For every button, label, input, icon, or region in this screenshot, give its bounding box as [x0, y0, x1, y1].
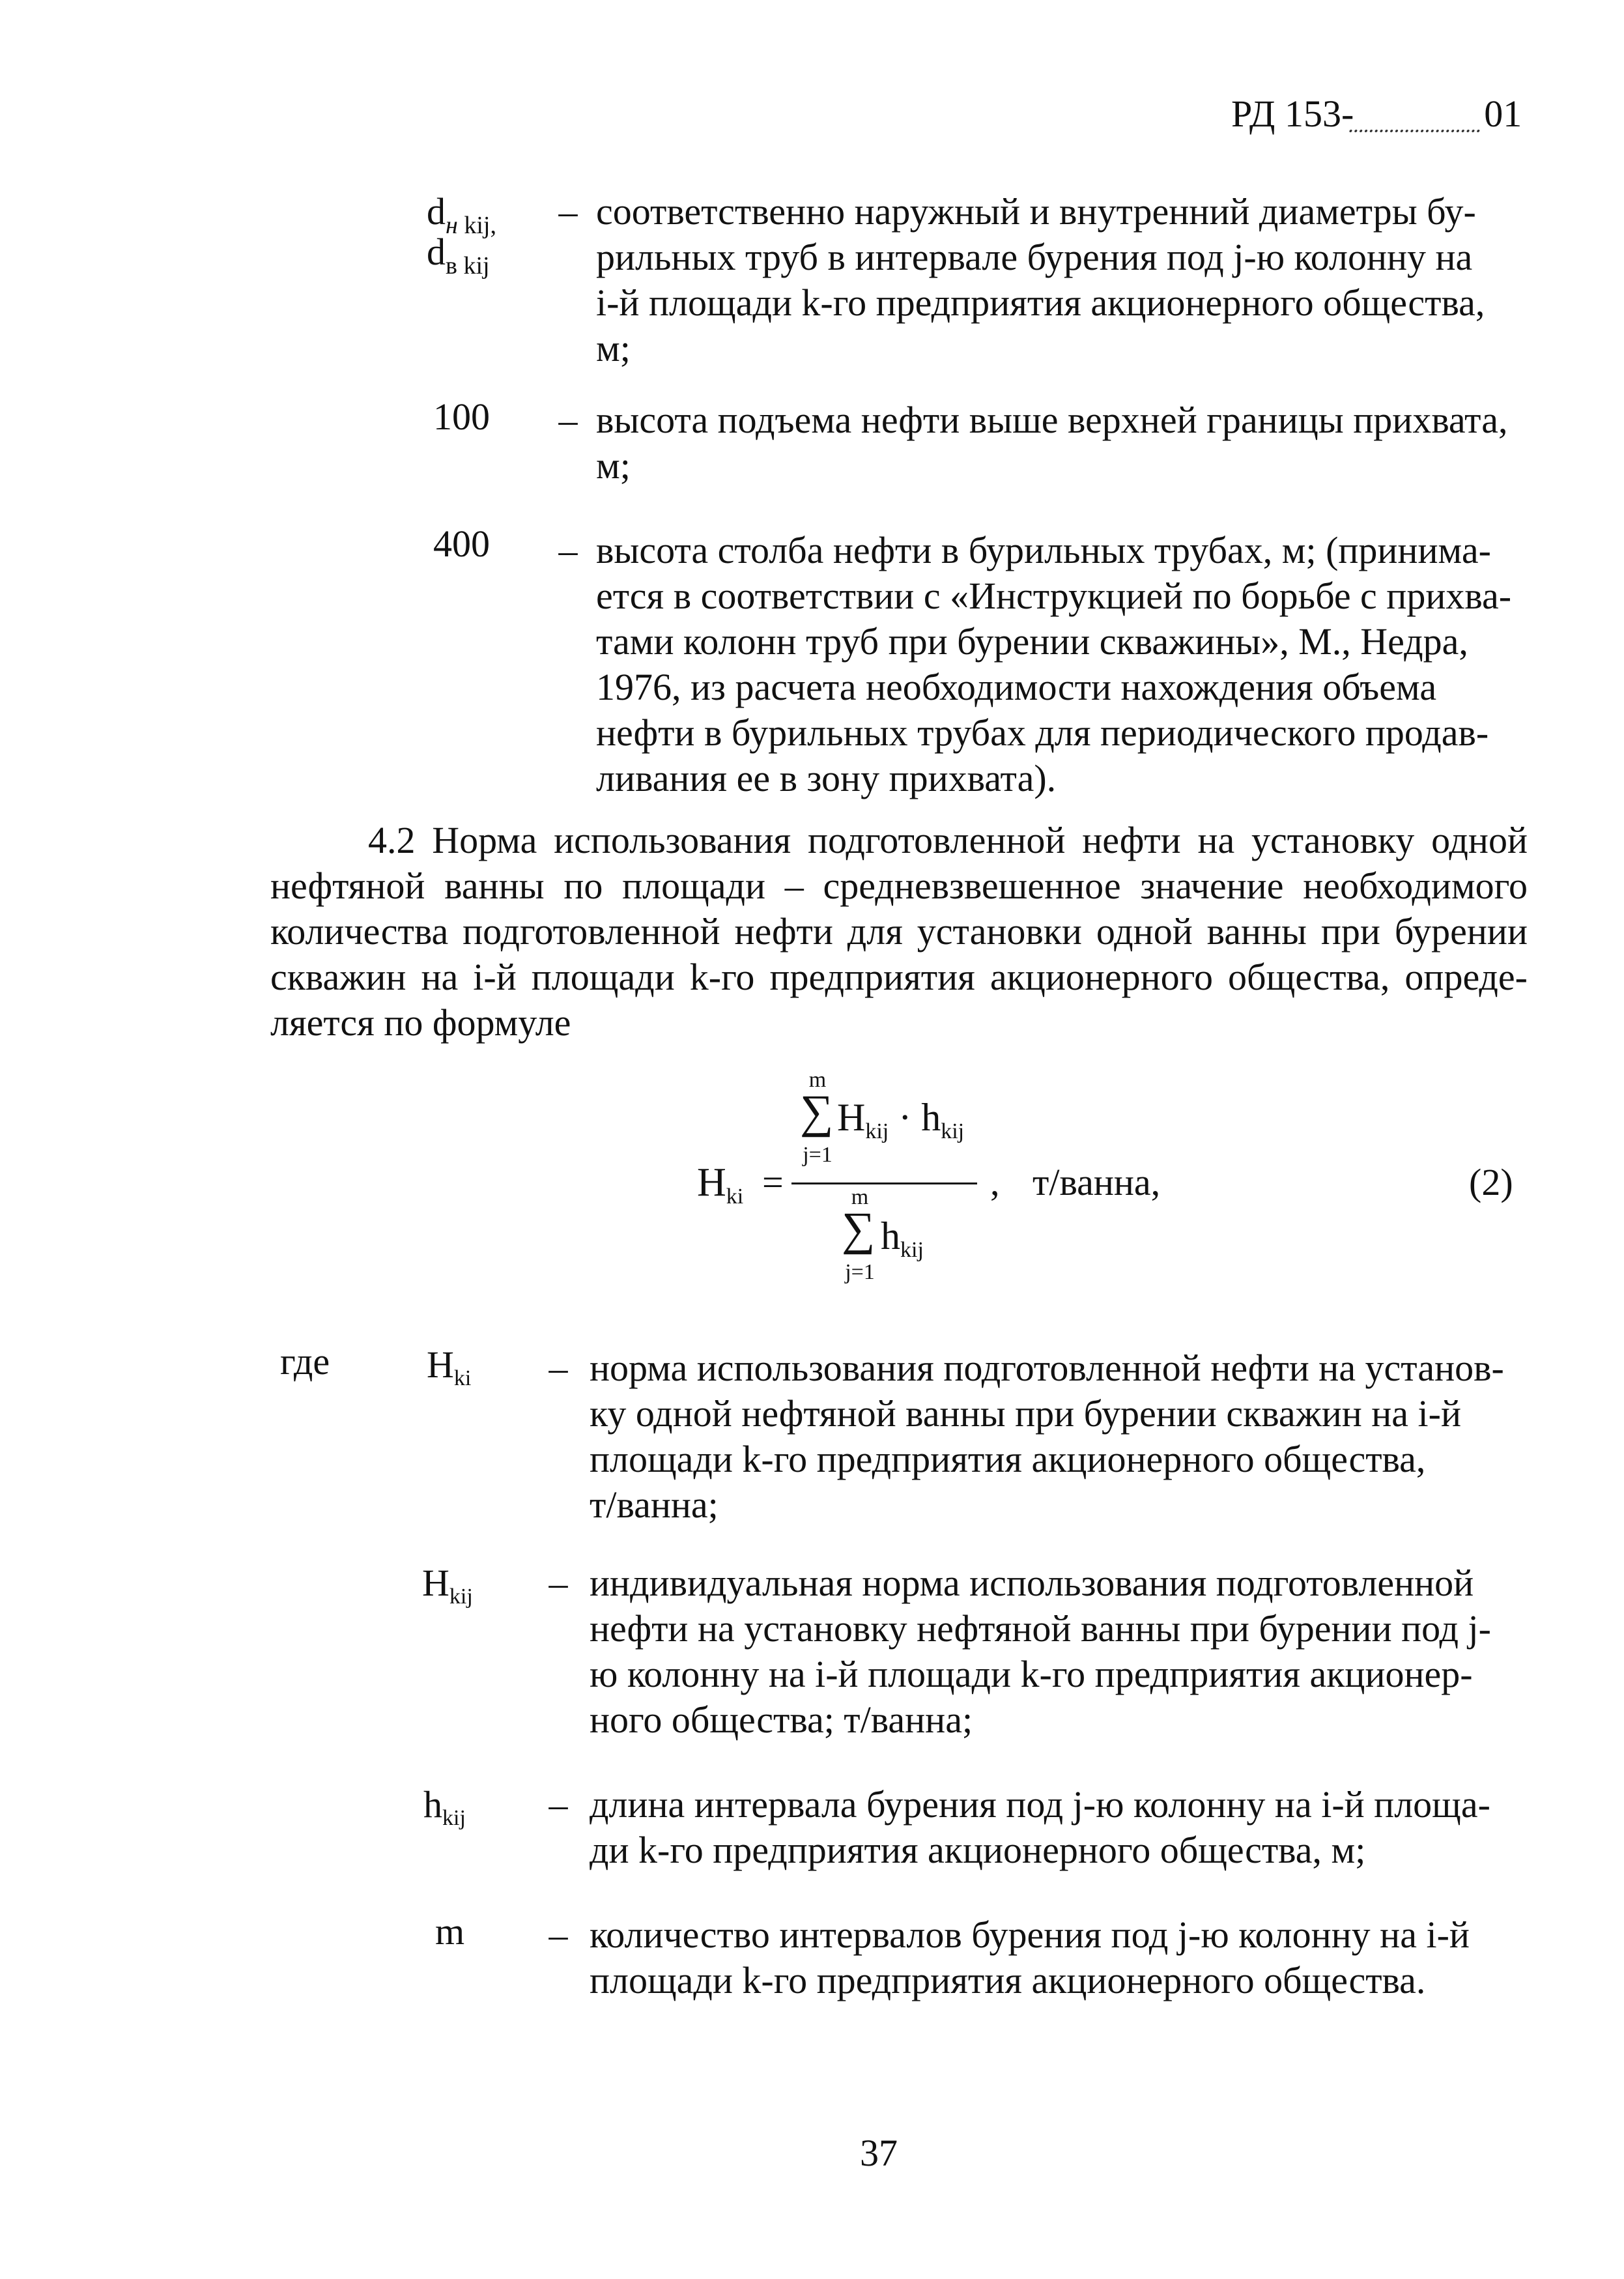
- paragraph-line: 4.2 Норма использования подготовленной нефти на установку одной: [368, 819, 1528, 861]
- def-dash: –: [548, 1347, 568, 1389]
- document-code: РД 153- 01: [1231, 93, 1522, 135]
- def-text-Hkij: индивидуальная норма использования подготовленной нефти на установку нефтяной ванны при бурении под j- ю колонну на i-й площади k-го предприятия акционер- ного общества; т/ванна;: [590, 1562, 1491, 1741]
- def-text-oil-rise: высота подъема нефти выше верхней границы прихвата, м;: [596, 399, 1508, 487]
- paragraph-line: нефтяной ванны по площади – средневзвешенное значение необходимого: [270, 865, 1528, 907]
- sum-sign-denominator: ∑: [842, 1203, 876, 1255]
- sum-sign-numerator: ∑: [800, 1085, 834, 1138]
- paragraph-line: скважин на i-й площади k-го предприятия акционерного общества, опреде-: [270, 956, 1528, 998]
- def-dash: –: [558, 529, 578, 571]
- def-dash: –: [558, 190, 578, 233]
- formula-number: (2): [1469, 1161, 1513, 1203]
- def-symbol-400: 400: [433, 523, 490, 565]
- def-text-m: количество интервалов бурения под j-ю колонну на i-й площади k-го предприятия акционерного общества.: [590, 1914, 1470, 2001]
- def-text-Hki: норма использования подготовленной нефти на установ- ку одной нефтяной ванны при бурении скважин на i-й площади k-го предприятия акционерного общества, т/ванна;: [590, 1347, 1504, 1526]
- formula-lhs: Нki: [697, 1160, 744, 1209]
- formula-equals: =: [762, 1161, 784, 1203]
- formula-numerator: $Н_{kij} \cdot h_{kij}$: [837, 1096, 965, 1143]
- sum-upper-limit: m: [851, 1185, 869, 1209]
- sum-lower-limit: j=1: [803, 1143, 833, 1167]
- def-symbol-dv: $d_{в kij}$: [427, 231, 490, 280]
- section-paragraph-4-2: [270, 818, 1528, 1046]
- def-symbol-Hki: $Н_{ki}$: [427, 1343, 472, 1390]
- sum-lower-limit: j=1: [845, 1260, 875, 1284]
- def-symbol-dn: $d_{н kij,}$: [427, 190, 496, 239]
- sum-upper-limit: m: [808, 1068, 827, 1092]
- def-dash: –: [548, 1914, 568, 1956]
- def-symbol-Hkij: $Н_{kij}$: [422, 1562, 473, 1609]
- def-text-oil-column: высота столба нефти в бурильных трубах, м; (принима- ется в соответствии с «Инструкцией по борьбе с прихва- тами колонн труб при бурении скважины», М., Недра, 1976, из расчета необходимости нахождения объема нефти в бурильных трубах для периодического продав- ливания ее в зону прихвата).: [596, 529, 1512, 799]
- formula-comma: ,: [990, 1161, 1000, 1203]
- formula-denominator: $h_{kij}$: [881, 1214, 924, 1262]
- def-dash: –: [548, 1783, 568, 1826]
- def-symbol-hkij: $h_{kij}$: [423, 1783, 466, 1830]
- def-text-hkij: длина интервала бурения под j-ю колонну на i-й площа- ди k-го предприятия акционерного общества, м;: [590, 1783, 1490, 1871]
- fraction-bar: [791, 1182, 977, 1184]
- def-text-diameters: соответственно наружный и внутренний диаметры бу- рильных труб в интервале бурения под j-ю колонну на i-й площади k-го предприятия акционерного общества, м;: [596, 190, 1485, 369]
- def-symbol-m: m: [435, 1910, 465, 1953]
- paragraph-line: ляется по формуле: [270, 1001, 571, 1044]
- def-symbol-100: 100: [433, 395, 490, 438]
- paragraph-line: количества подготовленной нефти для установки одной ванны при бурении: [270, 910, 1528, 953]
- def-dash: –: [548, 1562, 568, 1604]
- formula-unit: т/ванна,: [1033, 1161, 1161, 1203]
- handwritten-code-scribble: [1349, 104, 1489, 132]
- where-label: где: [280, 1340, 330, 1383]
- def-dash: –: [558, 399, 578, 441]
- page-number: 37: [860, 2132, 898, 2174]
